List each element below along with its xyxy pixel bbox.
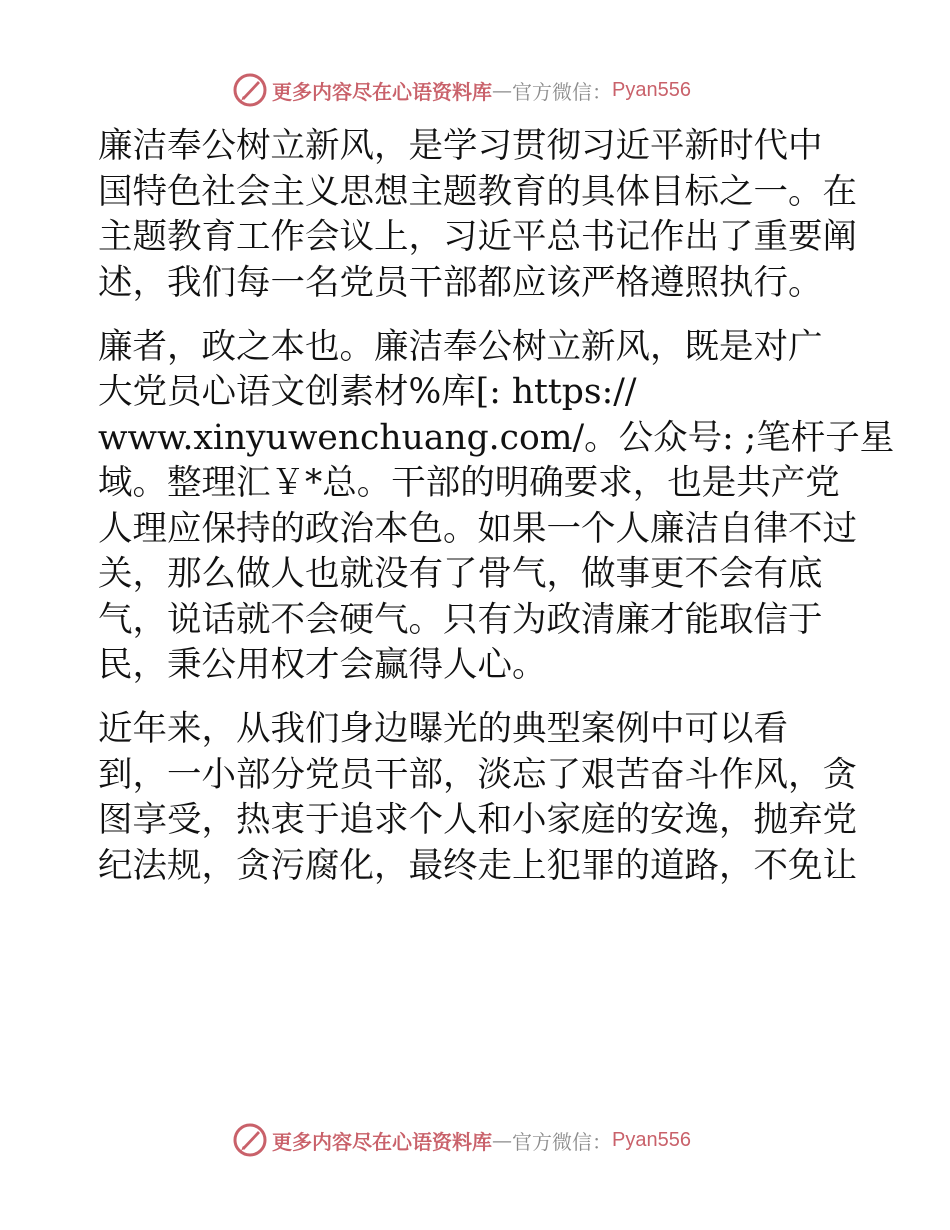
watermark-wechat-label: 官方微信： (512, 1129, 612, 1154)
url-line: www.xinyuwenchuang.com/。公众号: ;笔杆子星 (98, 417, 895, 458)
text-line: 廉洁奉公树立新风，是学习贯彻习近平新时代中 (98, 126, 823, 166)
text-line: 近年来，从我们身边曝光的典型案例中可以看 (98, 709, 788, 749)
watermark-wechat-id: Pyan556 (612, 1128, 691, 1151)
text-line: 到，一小部分党员干部，淡忘了艰苦奋斗作风，贪 (98, 754, 857, 795)
watermark-label: 更多内容尽在心语资料库 (272, 79, 492, 104)
text-line: 人理应保持的政治本色。如果一个人廉洁自律不过 (98, 508, 857, 549)
footer-watermark (232, 1120, 691, 1160)
text-line: 大党员心语文创素材%库[: https:// (98, 372, 637, 412)
watermark-wechat-id: Pyan556 (612, 78, 691, 101)
quill-logo-icon (232, 1122, 268, 1158)
watermark-dash: — (492, 1128, 512, 1152)
header-watermark (232, 70, 691, 110)
paragraph-3 (98, 707, 858, 889)
text-line: 纪法规，贪污腐化，最终走上犯罪的道路，不免让 (98, 845, 857, 886)
watermark-label: 更多内容尽在心语资料库 (272, 1129, 492, 1154)
text-line: 域。整理汇￥*总。干部的明确要求，也是共产党 (98, 463, 840, 503)
text-line: 图享受，热衷于追求个人和小家庭的安逸，抛弃党 (98, 800, 857, 840)
text-line: 关，那么做人也就没有了骨气，做事更不会有底 (98, 554, 823, 594)
text-line: 主题教育工作会议上，习近平总书记作出了重要阐 (98, 217, 857, 257)
body-text (98, 124, 895, 889)
paragraph-1 (98, 124, 858, 306)
text-line: 民，秉公用权才会赢得人心。 (98, 645, 547, 685)
text-line: 气，说话就不会硬气。只有为政清廉才能取信于 (98, 599, 823, 640)
paragraph-2 (98, 325, 895, 689)
text-line: 述，我们每一名党员干部都应该严格遵照执行。 (98, 262, 823, 303)
text-line: 国特色社会主义思想主题教育的具体目标之一。在 (98, 171, 857, 212)
watermark-dash: — (492, 78, 512, 102)
watermark-wechat-label: 官方微信： (512, 79, 612, 104)
text-line: 廉者，政之本也。廉洁奉公树立新风，既是对广 (98, 326, 823, 367)
quill-logo-icon (232, 72, 268, 108)
